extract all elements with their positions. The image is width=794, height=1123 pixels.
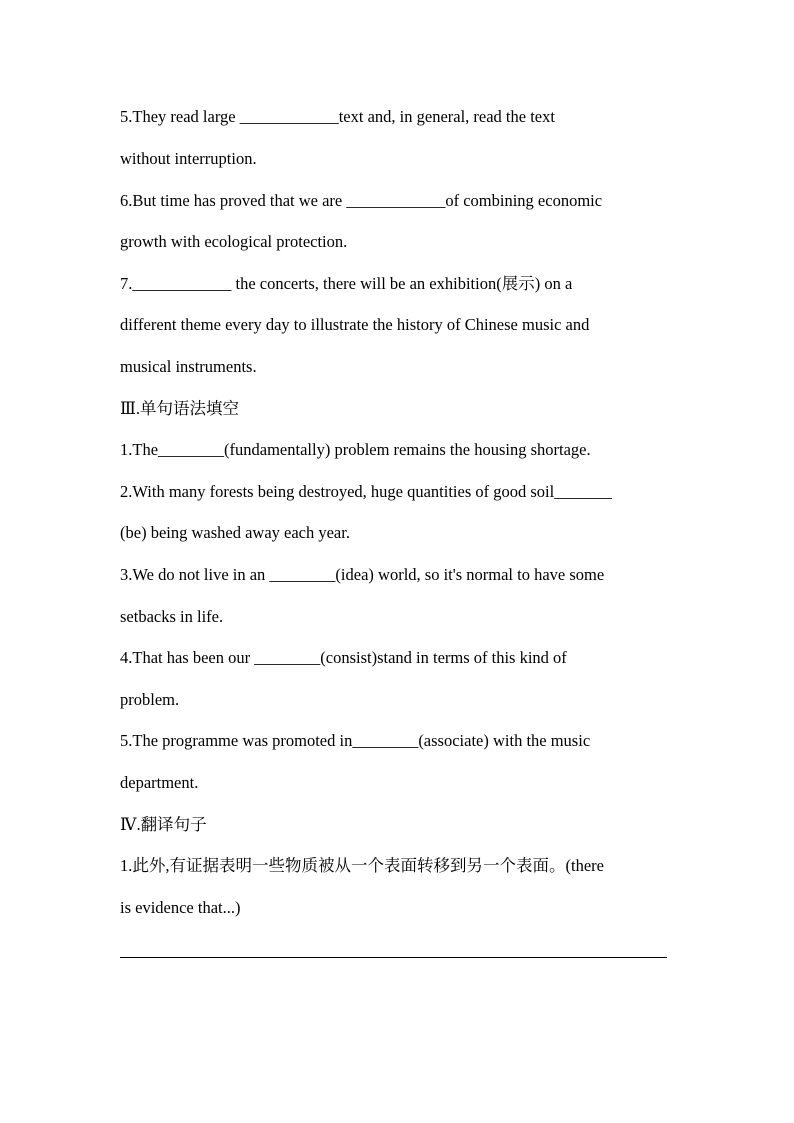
section-3-question-1: 1.The________(fundamentally) problem remains the housing shortage. <box>120 440 591 459</box>
section-3-question-4-line-1: 4.That has been our ________(consist)stand in terms of this kind of <box>120 648 567 667</box>
question-7-line-2: different theme every day to illustrate the history of Chinese music and <box>120 315 590 334</box>
question-5-line-2: without interruption. <box>120 149 257 168</box>
section-4-heading: Ⅳ.翻译句子 <box>120 815 207 834</box>
section-4-question-1-line-2: is evidence that...) <box>120 898 241 917</box>
question-6-line-1: 6.But time has proved that we are ____________of combining economic <box>120 191 603 210</box>
section-3-question-4-line-2: problem. <box>120 690 180 709</box>
question-5-line-1: 5.They read large ____________text and, in general, read the text <box>120 107 555 126</box>
section-3-question-2-line-1: 2.With many forests being destroyed, huge quantities of good soil_______ <box>120 482 612 501</box>
question-6-line-2: growth with ecological protection. <box>120 232 348 251</box>
question-7-line-1: 7.____________ the concerts, there will be an exhibition(展示) on a <box>120 274 573 293</box>
section-3-heading: Ⅲ.单句语法填空 <box>120 399 240 418</box>
section-3-question-5-line-1: 5.The programme was promoted in________(associate) with the music <box>120 731 591 750</box>
section-4-question-1-line-1: 1.此外,有证据表明一些物质被从一个表面转移到另一个表面。(there <box>120 856 604 875</box>
section-3-question-3-line-1: 3.We do not live in an ________(idea) world, so it's normal to have some <box>120 565 605 584</box>
answer-line <box>120 957 667 958</box>
section-3-question-2-line-2: (be) being washed away each year. <box>120 523 350 542</box>
question-7-line-3: musical instruments. <box>120 357 257 376</box>
section-3-question-3-line-2: setbacks in life. <box>120 607 224 626</box>
section-3-question-5-line-2: department. <box>120 773 199 792</box>
